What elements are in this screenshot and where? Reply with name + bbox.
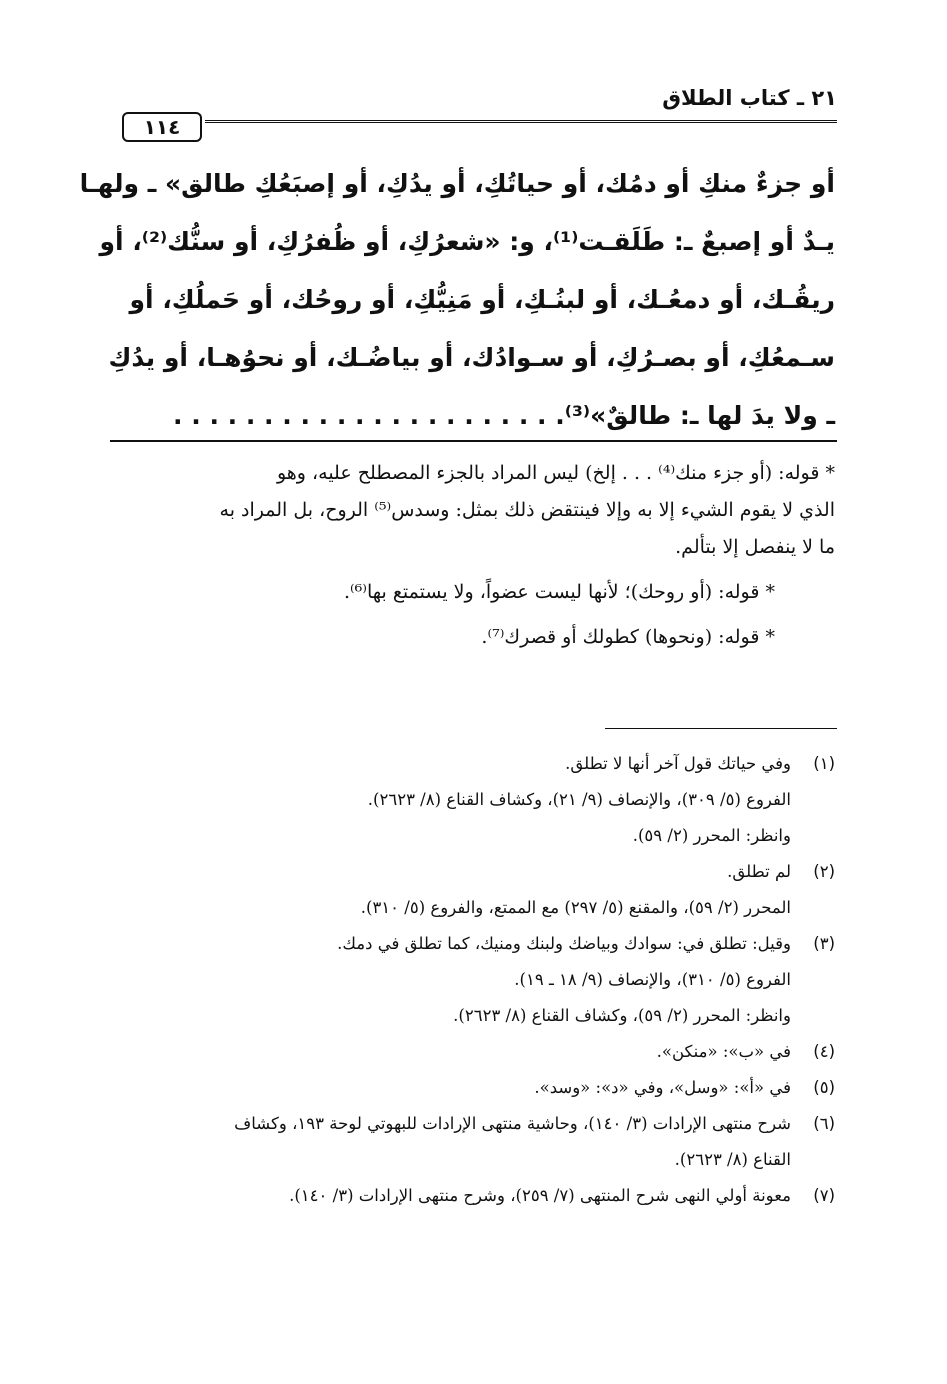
footnote-number: (٥) [813, 1078, 835, 1097]
footnote-text: في «ب»: «منكن». [656, 1042, 791, 1061]
commentary-line: * قوله: (ونحوها) كطولك أو قصرك⁽⁷⁾. [481, 626, 775, 648]
page-number: ١١٤ [122, 112, 202, 142]
main-text-line: أو جزءٌ منكِ أو دمُك، أو حياتُكِ، أو يدُكِ، أو إصبَعُكِ طالق» ـ ولهـا [79, 169, 835, 198]
main-text-line: ـ ولا يدَ لها ـ: طالقٌ»⁽³⁾. . . . . . . . . . . . . . . . . . . . . . [173, 401, 835, 430]
footnote-6-line: القناع (٨/ ٢٦٢٣). [674, 1150, 791, 1169]
header-double-rule [205, 120, 837, 123]
footnote-number: (٤) [813, 1042, 835, 1061]
footnote-text: لم تطلق. [727, 862, 791, 881]
footnote-3 [110, 926, 835, 962]
footnote-4 [110, 1034, 835, 1070]
footnote-number: (٦) [813, 1114, 835, 1133]
footnote-6 [110, 1106, 835, 1142]
main-text [79, 155, 835, 445]
footnote-number: (٢) [813, 862, 835, 881]
footnote-2 [110, 854, 835, 890]
footnote-text: وقيل: تطلق في: سوادك وبياضك ولبنك ومنيك، كما تطلق في دمك. [337, 934, 791, 953]
commentary-line: الذي لا يقوم الشيء إلا به وإلا فينتقض ذلك بمثل: وسدس⁽⁵⁾ الروح، بل المراد به [219, 499, 835, 521]
footnote-1-line: وانظر: المحرر (٢/ ٥٩). [632, 826, 791, 845]
footnote-1-line: الفروع (٥/ ٣٠٩)، والإنصاف (٩/ ٢١)، وكشاف القناع (٨/ ٢٦٢٣). [367, 790, 791, 809]
spacer [110, 611, 835, 619]
footnote-text: في «أ»: «وسل»، وفي «د»: «وسد». [534, 1078, 791, 1097]
footnote-text: معونة أولي النهى شرح المنتهى (٧/ ٢٥٩)، وشرح منتهى الإرادات (٣/ ١٤٠). [289, 1186, 791, 1205]
main-text-divider [110, 440, 837, 442]
main-text-line: ريقُـك، أو دمعُـك، أو لبنُـكِ، أو مَنِيُّكِ، أو روحُك، أو حَملُكِ، أو [129, 285, 835, 314]
commentary-line: ما لا ينفصل إلا بتألم. [675, 536, 835, 558]
commentary [110, 455, 835, 656]
main-text-line: سـمعُكِ، أو بصـرُكِ، أو سـوادُك، أو بياضُـك، أو نحوُهـا، أو يدُكِ [108, 343, 835, 372]
footnote-number: (٧) [813, 1186, 835, 1205]
main-text-line: يـدٌ أو إصبعٌ ـ: طَلَقـت⁽¹⁾، و: «شعرُكِ، أو ظُفرُكِ، أو سنُّك⁽²⁾، أو [99, 227, 835, 256]
commentary-line: * قوله: (أو جزء منك⁽⁴⁾ . . . إلخ) ليس المراد بالجزء المصطلح عليه، وهو [276, 462, 835, 484]
footnote-2-line: المحرر (٢/ ٥٩)، والمقنع (٥/ ٢٩٧) مع الممتع، والفروع (٥/ ٣١٠). [360, 898, 791, 917]
commentary-line: * قوله: (أو روحك)؛ لأنها ليست عضواً، ولا يستمتع بها⁽⁶⁾. [343, 581, 775, 603]
footnote-number: (٣) [813, 934, 835, 953]
footnote-1 [110, 746, 835, 782]
footnote-3-line: وانظر: المحرر (٢/ ٥٩)، وكشاف القناع (٨/ ٢٦٢٣). [453, 1006, 791, 1025]
footnote-number: (١) [813, 754, 835, 773]
footnote-divider [605, 728, 837, 729]
footnote-3-line: الفروع (٥/ ٣١٠)، والإنصاف (٩/ ١٨ ـ ١٩). [514, 970, 791, 989]
running-header-title: ٢١ ـ كتاب الطلاق [662, 86, 837, 110]
footnote-text: وفي حياتك قول آخر أنها لا تطلق. [565, 754, 791, 773]
footnote-5 [110, 1070, 835, 1106]
footnote-text: شرح منتهى الإرادات (٣/ ١٤٠)، وحاشية منتهى الإرادات للبهوتي لوحة ١٩٣، وكشاف [234, 1114, 791, 1133]
footnote-7 [110, 1178, 835, 1214]
footnotes [110, 746, 835, 1214]
spacer [110, 566, 835, 574]
